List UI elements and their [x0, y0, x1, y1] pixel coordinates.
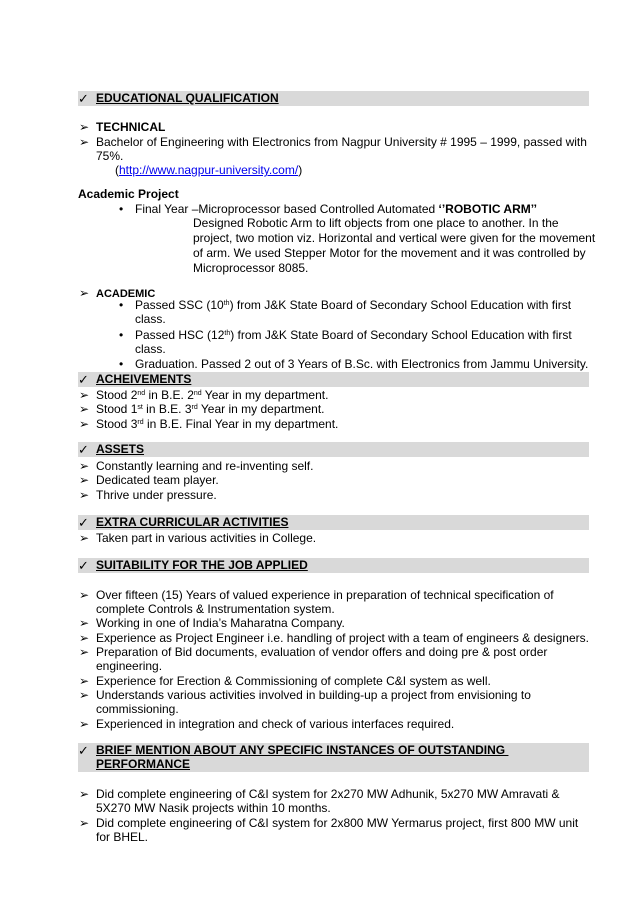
bachelor-line: 75%.: [96, 149, 124, 163]
check-icon: ✓: [78, 743, 89, 758]
performance-line: Did complete engineering of C&I system for 2x800 MW Yermarus project, first 800 MW unit: [96, 816, 579, 830]
suitability-line: Experience for Erection & Commissioning of complete C&I system as well.: [96, 674, 491, 688]
university-link-line: (http://www.nagpur-university.com/): [115, 163, 303, 177]
achievement-item: Stood 2nd in B.E. 2nd Year in my department.: [96, 388, 329, 402]
arrow-icon: ➢: [79, 717, 90, 731]
arrow-icon: ➢: [79, 531, 90, 545]
bullet-icon: •: [119, 357, 124, 371]
arrow-icon: ➢: [79, 488, 90, 502]
check-icon: ✓: [78, 515, 89, 530]
project-description: Designed Robotic Arm to lift objects from one place to another. In the project, two motion viz. Horizontal and vertical were given for the movement of arm. We used Stepper Motor for the movement and it was controlled by Microprocessor 8085.: [193, 216, 596, 275]
technical-label: TECHNICAL: [96, 120, 166, 134]
performance-heading: PERFORMANCE: [96, 757, 191, 771]
activity-item: Taken part in various activities in College.: [96, 531, 317, 545]
arrow-icon: ➢: [79, 787, 90, 801]
arrow-icon: ➢: [79, 286, 90, 300]
check-icon: ✓: [78, 442, 89, 457]
suitability-line: engineering.: [96, 659, 163, 673]
arrow-icon: ➢: [79, 674, 90, 688]
check-icon: ✓: [78, 372, 89, 387]
arrow-icon: ➢: [79, 388, 90, 402]
suitability-line: commissioning.: [96, 702, 179, 716]
hsc-line: class.: [135, 342, 166, 356]
achievement-item: Stood 1st in B.E. 3rd Year in my department.: [96, 402, 325, 416]
suitability-line: Working in one of India’s Maharatna Company.: [96, 616, 345, 630]
check-icon: ✓: [78, 91, 89, 106]
ssc-line: Passed SSC (10th) from J&K State Board of Secondary School Education with first: [135, 298, 572, 312]
suitability-line: Experience as Project Engineer i.e. handling of project with a team of engineers & designers.: [96, 631, 589, 645]
arrow-icon: ➢: [79, 417, 90, 431]
education-heading: EDUCATIONAL QUALIFICATION: [96, 91, 279, 105]
suitability-line: Experienced in integration and check of various interfaces required.: [96, 717, 455, 731]
arrow-icon: ➢: [79, 588, 90, 602]
suitability-line: Over fifteen (15) Years of valued experience in preparation of technical specification of: [96, 588, 554, 602]
achievement-item: Stood 3rd in B.E. Final Year in my department.: [96, 417, 339, 431]
performance-line: for BHEL.: [96, 830, 149, 844]
ssc-line: class.: [135, 312, 166, 326]
achievements-heading: ACHEIVEMENTS: [96, 372, 192, 386]
university-link[interactable]: http://www.nagpur-university.com/: [119, 163, 299, 177]
arrow-icon: ➢: [79, 135, 90, 149]
graduation-line: Graduation. Passed 2 out of 3 Years of B.Sc. with Electronics from Jammu University.: [135, 357, 589, 371]
academic-label: ACADEMIC: [96, 288, 156, 300]
academic-project-heading: Academic Project: [78, 187, 179, 201]
check-icon: ✓: [78, 558, 89, 573]
project-line: Final Year –Microprocessor based Controlled Automated ‘’ROBOTIC ARM’’: [135, 202, 537, 216]
assets-heading: ASSETS: [96, 442, 145, 456]
performance-line: 5X270 MW Nasik projects within 10 months.: [96, 801, 331, 815]
suitability-line: complete Controls & Instrumentation system.: [96, 602, 335, 616]
arrow-icon: ➢: [79, 473, 90, 487]
arrow-icon: ➢: [79, 645, 90, 659]
bullet-icon: •: [119, 328, 124, 342]
asset-item: Thrive under pressure.: [96, 488, 217, 502]
arrow-icon: ➢: [79, 688, 90, 702]
asset-item: Dedicated team player.: [96, 473, 219, 487]
hsc-line: Passed HSC (12th) from J&K State Board of Secondary School Education with first: [135, 328, 572, 342]
suitability-line: Understands various activities involved in building-up a project from envisioning to: [96, 688, 531, 702]
arrow-icon: ➢: [79, 631, 90, 645]
arrow-icon: ➢: [79, 816, 90, 830]
arrow-icon: ➢: [79, 402, 90, 416]
extra-curricular-heading: EXTRA CURRICULAR ACTIVITIES: [96, 515, 289, 529]
bullet-icon: •: [119, 202, 124, 216]
asset-item: Constantly learning and re-inventing self.: [96, 459, 314, 473]
arrow-icon: ➢: [79, 120, 90, 134]
arrow-icon: ➢: [79, 459, 90, 473]
arrow-icon: ➢: [79, 616, 90, 630]
bachelor-line: Bachelor of Engineering with Electronics from Nagpur University # 1995 – 1999, passed with: [96, 135, 587, 149]
performance-heading: BRIEF MENTION ABOUT ANY SPECIFIC INSTANCES OF OUTSTANDING: [96, 743, 509, 757]
section-header-bar: [78, 442, 589, 457]
suitability-line: Preparation of Bid documents, evaluation of vendor offers and doing pre & post order: [96, 645, 548, 659]
performance-line: Did complete engineering of C&I system for 2x270 MW Adhunik, 5x270 MW Amravati &: [96, 787, 560, 801]
bullet-icon: •: [119, 298, 124, 312]
suitability-heading: SUITABILITY FOR THE JOB APPLIED: [96, 558, 308, 572]
